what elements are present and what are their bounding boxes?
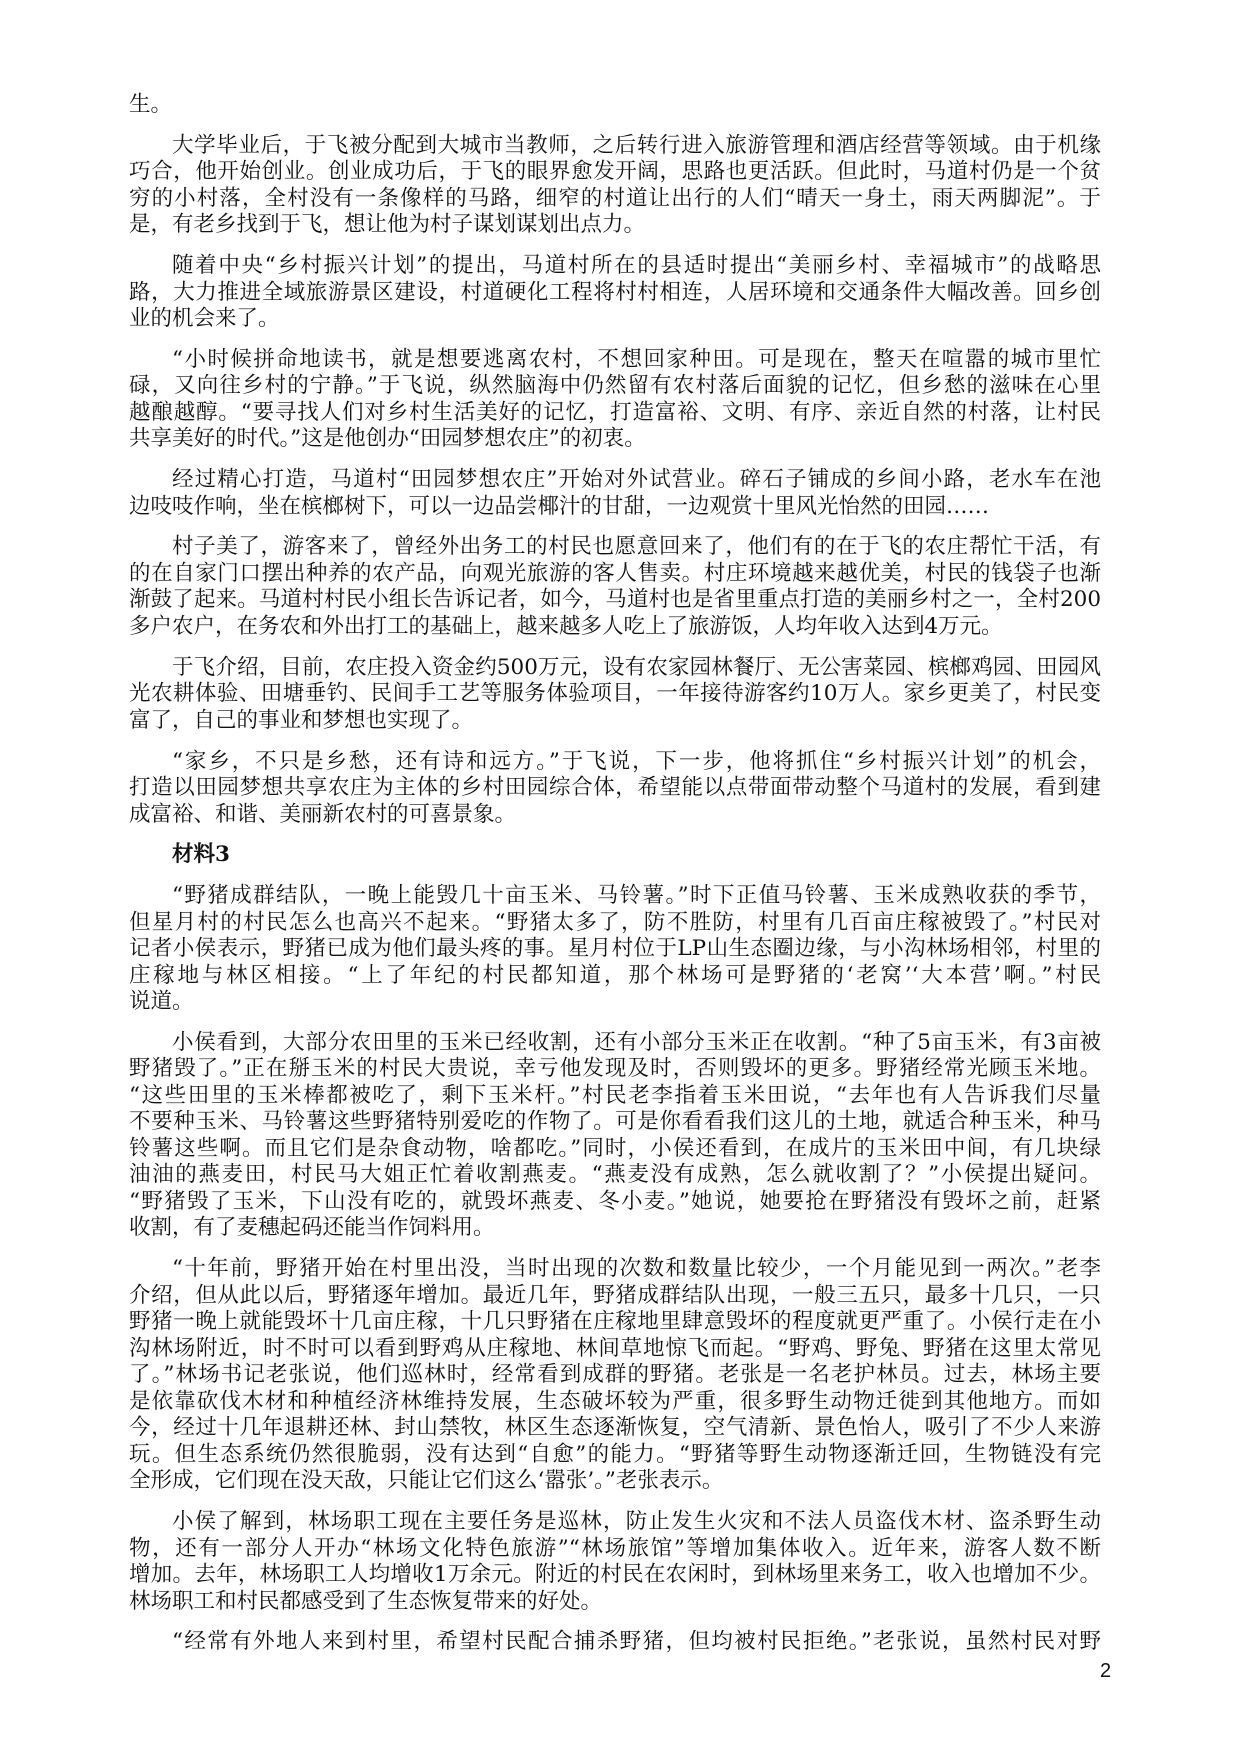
text-line: 增加。去年，林场职工人均增收1万余元。附近的村民在农闲时，到林场里来务工，收入也增加不少。 [129, 1562, 1101, 1588]
text-line: 路，大力推进全域旅游景区建设，村道硬化工程将村村相连，人居环境和交通条件大幅改善。回乡创 [129, 279, 1101, 305]
text-line: 巧合，他开始创业。创业成功后，于飞的眼界愈发开阔，思路也更活跃。但此时，马道村仍是一个贫 [129, 159, 1101, 185]
paragraph [129, 253, 1101, 333]
text-line: “野猪成群结队，一晚上能毁几十亩玉米、马铃薯。”时下正值马铃薯、玉米成熟收获的季节， [172, 883, 1101, 909]
text-line: 共享美好的时代。”这是他创办“田园梦想农庄”的初衷。 [129, 426, 646, 452]
paragraph [129, 92, 1101, 119]
paragraph [129, 1256, 1101, 1495]
text-line: 野猪一晚上就能毁坏十几亩庄稼，十几只野猪在庄稼地里肆意毁坏的程度就更严重了。小侯行走在小 [129, 1309, 1101, 1335]
text-line: 物，还有一部分人开办“林场文化特色旅游”“林场旅馆”等增加集体收入。近年来，游客人数不断 [129, 1535, 1101, 1561]
text-line: 小侯看到，大部分农田里的玉米已经收割，还有小部分玉米正在收割。“种了5亩玉米，有3亩被 [172, 1029, 1101, 1055]
page-number: 2 [1100, 1660, 1112, 1682]
paragraph [129, 467, 1101, 520]
text-line: 成富裕、和谐、美丽新农村的可喜景象。 [129, 801, 517, 827]
text-line: 全形成，它们现在没天敌，只能让它们这么‘嚣张’。”老张表示。 [129, 1468, 724, 1494]
paragraph [129, 1030, 1101, 1242]
text-line: “十年前，野猪开始在村里出没，当时出现的次数和数量比较少，一个月能见到一两次。”老李 [172, 1256, 1101, 1282]
text-line: 光农耕体验、田塘垂钓、民间手工艺等服务体验项目，一年接待游客约10万人。家乡更美了，村民变 [129, 681, 1101, 707]
text-line: “野猪毁了玉米，下山没有吃的，就毁坏燕麦、冬小麦。”她说，她要抢在野猪没有毁坏之前，赶紧 [129, 1188, 1101, 1214]
text-line: 了。”林场书记老张说，他们巡林时，经常看到成群的野猪。老张是一名老护林员。过去，林场主要 [129, 1362, 1101, 1388]
text-line: 沟林场附近，时不时可以看到野鸡从庄稼地、林间草地惊飞而起。“野鸡、野兔、野猪在这里太常见 [129, 1335, 1101, 1361]
text-line: 材料3 [172, 842, 230, 868]
paragraph [129, 1509, 1101, 1615]
text-line: 的在自家门口摆出种养的农产品，向观光旅游的客人售卖。村庄环境越来越优美，村民的钱袋子也渐 [129, 560, 1101, 586]
text-line: 富了，自己的事业和梦想也实现了。 [129, 707, 474, 733]
paragraph [129, 749, 1101, 829]
text-line: 边吱吱作响，坐在槟榔树下，可以一边品尝椰汁的甘甜，一边观赏十里风光怡然的田园…… [129, 493, 990, 519]
paragraph [129, 883, 1101, 1016]
text-line: 说道。 [129, 989, 194, 1015]
text-line: 经过精心打造，马道村“田园梦想农庄”开始对外试营业。碎石子铺成的乡间小路，老水车在池 [172, 467, 1101, 493]
text-line: 打造以田园梦想共享农庄为主体的乡村田园综合体，希望能以点带面带动整个马道村的发展，看到建 [129, 775, 1101, 801]
text-line: 记者小侯表示，野猪已成为他们最头疼的事。星月村位于LP山生态圈边缘，与小沟林场相邻，村里的 [129, 936, 1101, 962]
text-line: 是依靠砍伐木材和种植经济林维持发展，生态破坏较为严重，很多野生动物迁徙到其他地方。而如 [129, 1388, 1101, 1414]
text-line: 小侯了解到，林场职工现在主要任务是巡林，防止发生火灾和不法人员盗伐木材、盗杀野生动 [172, 1509, 1101, 1535]
paragraph [129, 655, 1101, 735]
text-line: 林场职工和村民都感受到了生态恢复带来的好处。 [129, 1588, 603, 1614]
text-line: 野猪毁了。”正在掰玉米的村民大贵说，幸亏他发现及时，否则毁坏的更多。野猪经常光顾玉米地。 [129, 1056, 1101, 1082]
text-line: 不要种玉米、马铃薯这些野猪特别爱吃的作物了。可是你看看我们这儿的土地，就适合种玉米，种马 [129, 1109, 1101, 1135]
text-line: 渐鼓了起来。马道村村民小组长告诉记者，如今，马道村也是省里重点打造的美丽乡村之一，全村200 [129, 587, 1101, 613]
paragraph [129, 1629, 1101, 1656]
section-heading [129, 842, 1101, 869]
text-line: “家乡，不只是乡愁，还有诗和远方。”于飞说，下一步，他将抓住“乡村振兴计划”的机会， [172, 748, 1101, 774]
text-line: 生。 [129, 92, 173, 117]
text-line: “经常有外地人来到村里，希望村民配合捕杀野猪，但均被村民拒绝。”老张说，虽然村民对野 [172, 1629, 1101, 1655]
text-line: 是，有老乡找到于飞，想让他为村子谋划谋划出点力。 [129, 212, 646, 238]
text-line: “这些田里的玉米棒都被吃了，剩下玉米杆。”村民老李指着玉米田说，“去年也有人告诉我们尽量 [129, 1082, 1101, 1108]
text-line: 村子美了，游客来了，曾经外出务工的村民也愿意回来了，他们有的在于飞的农庄帮忙干活，有 [172, 534, 1101, 560]
text-line: 大学毕业后，于飞被分配到大城市当教师，之后转行进入旅游管理和酒店经营等领域。由于机缘 [172, 132, 1101, 158]
text-line: 业的机会来了。 [129, 306, 280, 332]
text-line: 但星月村的村民怎么也高兴不起来。“野猪太多了，防不胜防，村里有几百亩庄稼被毁了。”村民对 [129, 909, 1101, 935]
paragraph [129, 347, 1101, 453]
text-line: 铃薯这些啊。而且它们是杂食动物，啥都吃。”同时，小侯还看到，在成片的玉米田中间，有几块绿 [129, 1135, 1101, 1161]
text-line: 庄稼地与林区相接。“上了年纪的村民都知道，那个林场可是野猪的‘老窝’‘大本营’啊。”村民 [129, 962, 1101, 988]
text-line: 随着中央“乡村振兴计划”的提出，马道村所在的县适时提出“美丽乡村、幸福城市”的战略思 [172, 253, 1101, 279]
paragraph [129, 534, 1101, 640]
text-line: 介绍，但从此以后，野猪逐年增加。最近几年，野猪成群结队出现，一般三五只，最多十几只，一只 [129, 1282, 1101, 1308]
text-line: 玩。但生态系统仍然很脆弱，没有达到“自愈”的能力。“野猪等野生动物逐渐迁回，生物链没有完 [129, 1441, 1101, 1467]
text-line: 油油的燕麦田，村民马大姐正忙着收割燕麦。“燕麦没有成熟，怎么就收割了？”小侯提出疑问。 [129, 1162, 1101, 1188]
text-line: 穷的小村落，全村没有一条像样的马路，细窄的村道让出行的人们“晴天一身土，雨天两脚泥”。于 [129, 185, 1101, 211]
text-line: 于飞介绍，目前，农庄投入资金约500万元，设有农家园林餐厅、无公害菜园、槟榔鸡园、田园风 [172, 654, 1101, 680]
text-line: 多户农户，在务农和外出打工的基础上，越来越多人吃上了旅游饭，人均年收入达到4万元。 [129, 613, 1003, 639]
text-line: 今，经过十几年退耕还林、封山禁牧，林区生态逐渐恢复，空气清新、景色怡人，吸引了不少人来游 [129, 1415, 1101, 1441]
text-line: “小时候拼命地读书，就是想要逃离农村，不想回家种田。可是现在，整天在喧嚣的城市里忙 [172, 346, 1101, 372]
text-line: 越酿越醇。“要寻找人们对乡村生活美好的记忆，打造富裕、文明、有序、亲近自然的村落，让村民 [129, 399, 1101, 425]
text-line: 收割，有了麦穗起码还能当作饲料用。 [129, 1215, 495, 1241]
document-body [129, 92, 1101, 1670]
text-line: 碌，又向往乡村的宁静。”于飞说，纵然脑海中仍然留有农村落后面貌的记忆，但乡愁的滋味在心里 [129, 373, 1101, 399]
paragraph [129, 133, 1101, 239]
